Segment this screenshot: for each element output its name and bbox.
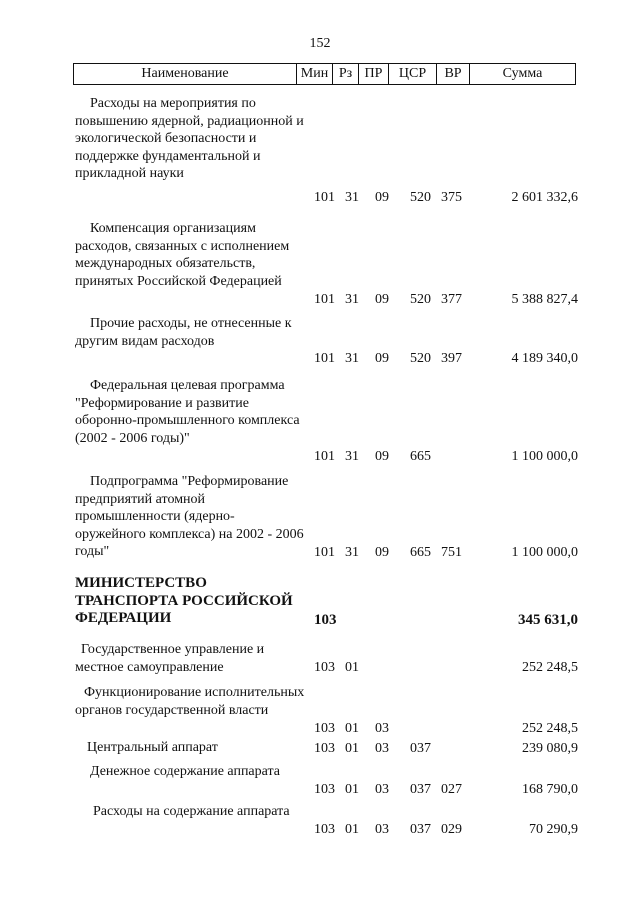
table-row xyxy=(0,763,640,798)
row-sum: 345 631,0 xyxy=(518,611,578,628)
row-rz: 01 xyxy=(345,659,359,675)
table-row xyxy=(0,377,640,465)
row-rz: 01 xyxy=(345,740,359,756)
header-csr: ЦСР xyxy=(388,63,436,85)
row-pr: 09 xyxy=(375,291,389,307)
row-rz: 31 xyxy=(345,544,359,560)
row-pr: 03 xyxy=(375,821,389,837)
row-sum: 168 790,0 xyxy=(522,781,578,797)
row-csr: 037 xyxy=(410,821,431,837)
table-row xyxy=(0,641,640,676)
row-csr: 520 xyxy=(410,350,431,366)
row-csr: 665 xyxy=(410,448,431,464)
row-pr: 03 xyxy=(375,781,389,797)
header-rz: Рз xyxy=(332,63,358,85)
page-number: 152 xyxy=(309,36,331,51)
row-min: 101 xyxy=(314,544,335,560)
row-rz: 01 xyxy=(345,720,359,736)
table-row xyxy=(0,739,640,757)
row-csr: 520 xyxy=(410,189,431,205)
row-rz: 31 xyxy=(345,189,359,205)
table-row xyxy=(0,684,640,737)
row-name: МИНИСТЕРСТВО ТРАНСПОРТА РОССИЙСКОЙ ФЕДЕРАЦИИ xyxy=(75,575,293,626)
row-min: 101 xyxy=(314,350,335,366)
row-name: Компенсация организациям расходов, связанных с исполнением международных обязательств, принятых Российской Федерацией xyxy=(75,221,290,289)
header-name: Наименование xyxy=(73,63,296,85)
row-vr: 397 xyxy=(441,350,462,366)
row-vr: 375 xyxy=(441,189,462,205)
row-vr: 377 xyxy=(441,291,462,307)
row-name: Денежное содержание аппарата xyxy=(90,764,281,779)
row-sum: 1 100 000,0 xyxy=(511,544,578,560)
row-rz: 01 xyxy=(345,781,359,797)
row-min: 101 xyxy=(314,448,335,464)
row-name: Расходы на содержание аппарата xyxy=(93,804,290,819)
row-name: Государственное управление и местное самоуправление xyxy=(75,642,265,675)
row-sum: 70 290,9 xyxy=(529,821,578,837)
row-sum: 4 189 340,0 xyxy=(511,350,578,366)
row-rz: 01 xyxy=(345,821,359,837)
row-min: 103 xyxy=(314,740,335,756)
header-min: Мин xyxy=(296,63,332,85)
row-csr: 665 xyxy=(410,544,431,560)
row-name: Центральный аппарат xyxy=(87,740,218,755)
row-rz: 31 xyxy=(345,350,359,366)
table-row xyxy=(0,803,640,838)
row-min: 103 xyxy=(314,659,335,675)
table-row-ministry xyxy=(0,575,640,629)
row-pr: 09 xyxy=(375,448,389,464)
row-name: Подпрограмма "Реформирование предприятий атомной промышленности (ядерно-оружейного комплекса) на 2002 - 2006 годы" xyxy=(75,474,304,559)
row-rz: 31 xyxy=(345,448,359,464)
row-vr: 751 xyxy=(441,544,462,560)
row-sum: 252 248,5 xyxy=(522,659,578,675)
row-min: 101 xyxy=(314,291,335,307)
row-sum: 2 601 332,6 xyxy=(511,189,578,205)
row-pr: 03 xyxy=(375,720,389,736)
row-csr: 520 xyxy=(410,291,431,307)
header-sum: Сумма xyxy=(469,63,576,85)
row-name: Федеральная целевая программа "Реформирование и развитие оборонно-промышленного комплекса (2002 - 2006 годы)" xyxy=(75,378,300,446)
row-min: 103 xyxy=(314,720,335,736)
header-vr: ВР xyxy=(436,63,469,85)
row-name: Функционирование исполнительных органов государственной власти xyxy=(75,685,305,718)
row-name: Прочие расходы, не отнесенные к другим видам расходов xyxy=(75,316,292,349)
row-sum: 1 100 000,0 xyxy=(511,448,578,464)
row-rz: 31 xyxy=(345,291,359,307)
row-csr: 037 xyxy=(410,781,431,797)
row-sum: 252 248,5 xyxy=(522,720,578,736)
row-pr: 09 xyxy=(375,189,389,205)
table-row xyxy=(0,95,640,206)
row-name: Расходы на мероприятия по повышению ядерной, радиационной и экологической безопасности и поддержке фундаментальной и прикладной науки xyxy=(75,96,304,181)
row-min: 103 xyxy=(314,611,337,628)
row-pr: 09 xyxy=(375,350,389,366)
row-pr: 03 xyxy=(375,740,389,756)
row-csr: 037 xyxy=(410,740,431,756)
row-min: 103 xyxy=(314,781,335,797)
row-pr: 09 xyxy=(375,544,389,560)
table-row xyxy=(0,220,640,308)
row-min: 101 xyxy=(314,189,335,205)
row-sum: 239 080,9 xyxy=(522,740,578,756)
row-sum: 5 388 827,4 xyxy=(511,291,578,307)
row-min: 103 xyxy=(314,821,335,837)
table-row xyxy=(0,473,640,561)
row-vr: 029 xyxy=(441,821,462,837)
row-vr: 027 xyxy=(441,781,462,797)
table-row xyxy=(0,315,640,367)
header-pr: ПР xyxy=(358,63,388,85)
